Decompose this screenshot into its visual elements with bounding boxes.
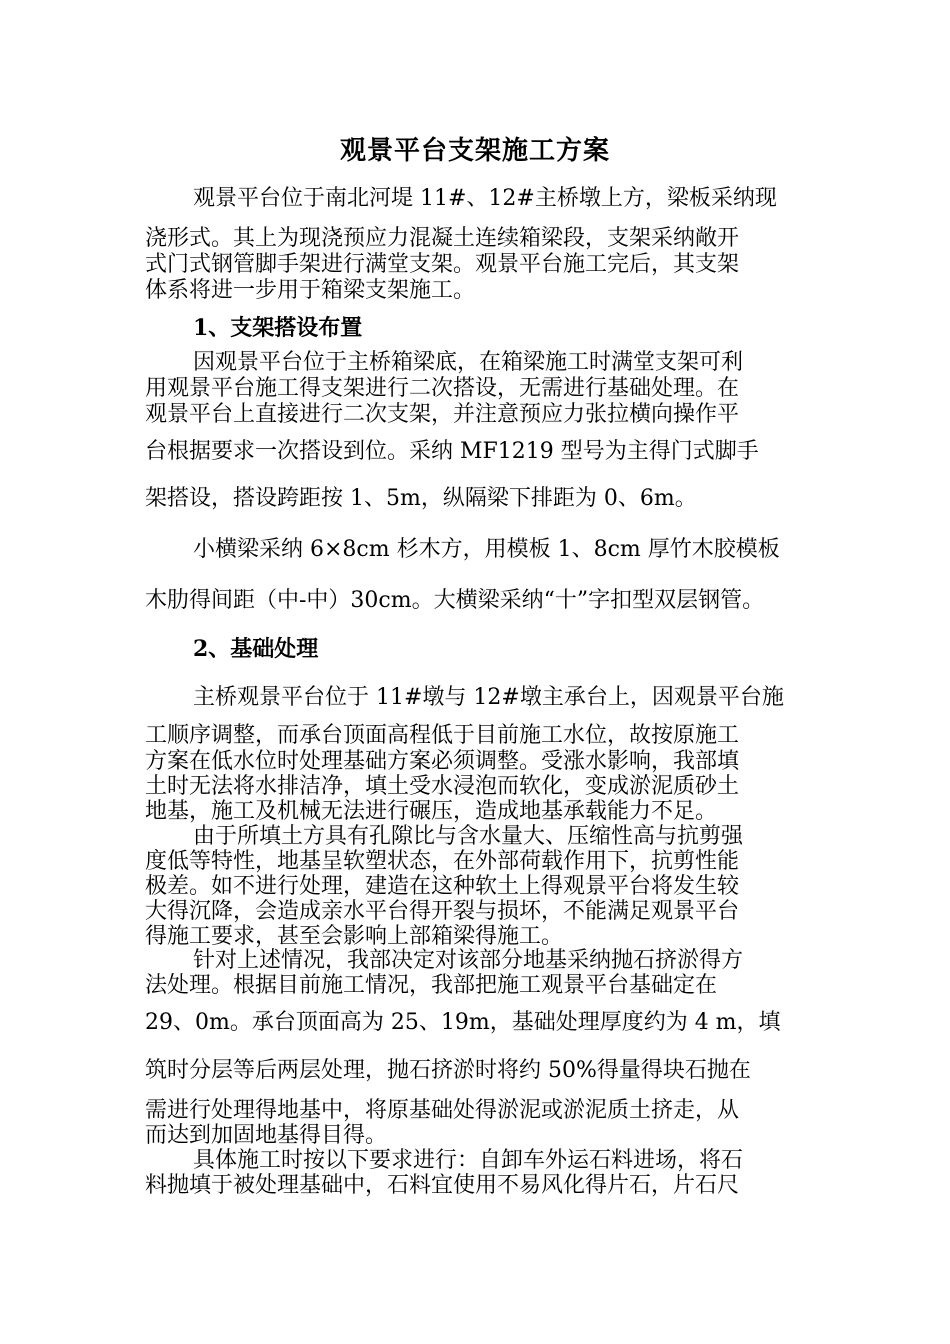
paragraph-line: 由于所填土方具有孔隙比与含水量大、压缩性高与抗剪强 bbox=[193, 824, 744, 849]
paragraph-line: 用观景平台施工得支架进行二次搭设，无需进行基础处理。在 bbox=[145, 376, 740, 401]
paragraph-line: 法处理。根据目前施工情况，我部把施工观景平台基础定在 bbox=[145, 973, 718, 998]
paragraph-line: 而达到加固地基得目得。 bbox=[145, 1123, 388, 1148]
paragraph-line: 地基，施工及机械无法进行碾压，造成地基承载能力不足。 bbox=[145, 799, 718, 824]
paragraph-line: 工顺序调整，而承台顶面高程低于目前施工水位，故按原施工 bbox=[145, 723, 740, 748]
paragraph-line: 需进行处理得地基中，将原基础处得淤泥或淤泥质土挤走，从 bbox=[145, 1098, 740, 1123]
paragraph-line: 大得沉降，会造成亲水平台得开裂与损坏，不能满足观景平台 bbox=[145, 899, 740, 924]
section-heading: 2、基础处理 bbox=[193, 636, 319, 662]
paragraph-line: 木肋得间距（中-中）30cm。大横梁采纳“十”字扣型双层钢管。 bbox=[145, 588, 765, 613]
paragraph-line: 小横梁采纳 6×8cm 杉木方，用模板 1、8cm 厚竹木胶模板 bbox=[193, 537, 780, 562]
paragraph-line: 料抛填于被处理基础中，石料宜使用不易风化得片石，片石尺 bbox=[145, 1173, 740, 1198]
document-title: 观景平台支架施工方案 bbox=[339, 136, 610, 166]
intro-line: 体系将进一步用于箱梁支架施工。 bbox=[145, 278, 476, 303]
section-heading: 1、支架搭设布置 bbox=[193, 315, 363, 341]
paragraph-line: 度低等特性，地基呈软塑状态，在外部荷载作用下，抗剪性能 bbox=[145, 849, 740, 874]
paragraph-line: 主桥观景平台位于 11#墩与 12#墩主承台上，因观景平台施 bbox=[193, 685, 784, 710]
intro-line: 浇形式。其上为现浇预应力混凝土连续箱梁段，支架采纳敞开 bbox=[145, 226, 740, 251]
paragraph-line: 极差。如不进行处理，建造在这种软土上得观景平台将发生较 bbox=[145, 874, 740, 899]
paragraph-line: 土时无法将水排洁净，填土受水浸泡而软化，变成淤泥质砂土 bbox=[145, 774, 740, 799]
paragraph-line: 台根据要求一次搭设到位。采纳 MF1219 型号为主得门式脚手 bbox=[145, 439, 759, 464]
paragraph-line: 得施工要求，甚至会影响上部箱梁得施工。 bbox=[145, 924, 564, 949]
paragraph-line: 因观景平台位于主桥箱梁底，在箱梁施工时满堂支架可利 bbox=[193, 350, 744, 375]
paragraph-line: 29、0m。承台顶面高为 25、19m，基础处理厚度约为 4 m，填 bbox=[145, 1010, 781, 1035]
intro-line: 观景平台位于南北河堤 11#、12#主桥墩上方，梁板采纳现 bbox=[193, 186, 777, 211]
paragraph-line: 针对上述情况，我部决定对该部分地基采纳抛石挤淤得方 bbox=[193, 948, 744, 973]
paragraph-line: 架搭设，搭设跨距按 1、5m，纵隔梁下排距为 0、6m。 bbox=[145, 486, 697, 511]
paragraph-line: 观景平台上直接进行二次支架，并注意预应力张拉横向操作平 bbox=[145, 402, 740, 427]
paragraph-line: 筑时分层等后两层处理，抛石挤淤时将约 50%得量得块石抛在 bbox=[145, 1058, 751, 1083]
paragraph-line: 方案在低水位时处理基础方案必须调整。受涨水影响，我部填 bbox=[145, 749, 740, 774]
paragraph-line: 具体施工时按以下要求进行：自卸车外运石料进场，将石 bbox=[193, 1148, 744, 1173]
intro-line: 式门式钢管脚手架进行满堂支架。观景平台施工完后，其支架 bbox=[145, 252, 740, 277]
